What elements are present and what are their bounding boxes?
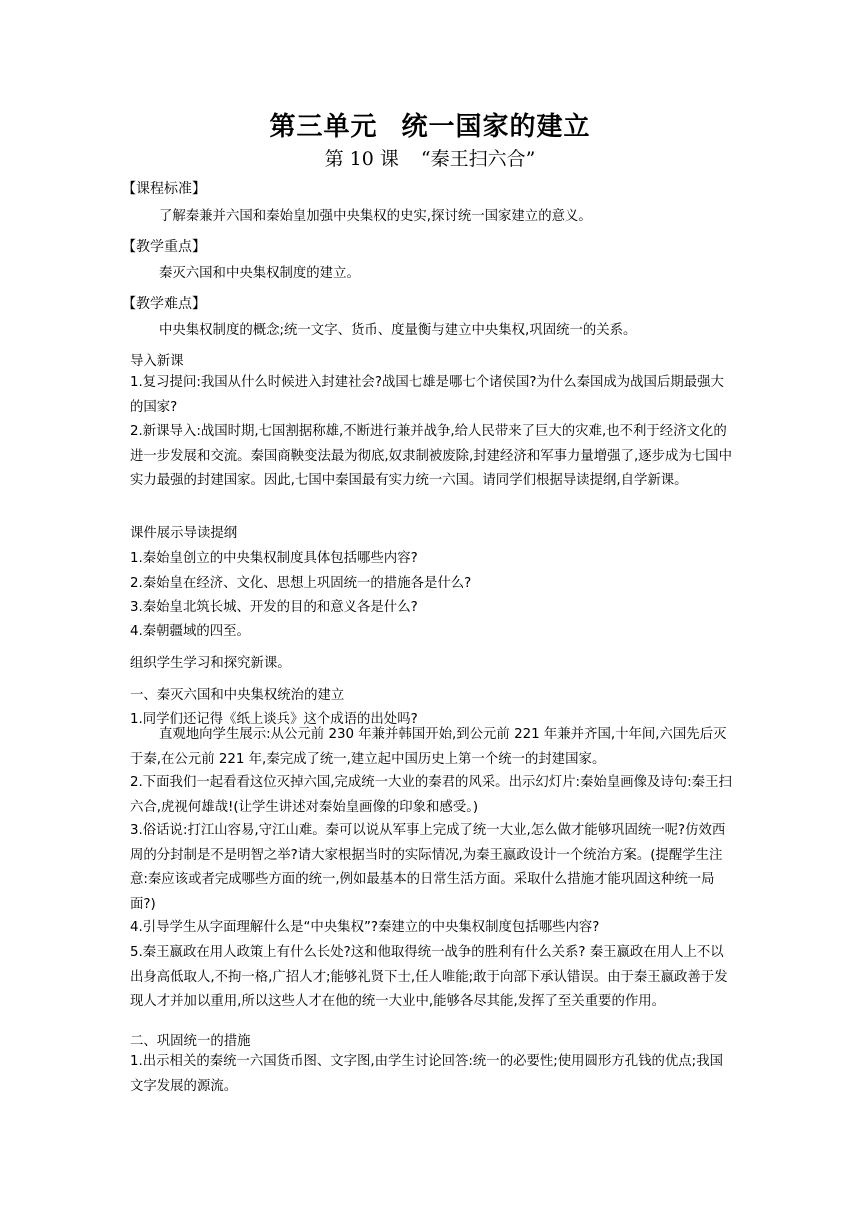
part-one-question-1: 1.同学们还记得《纸上谈兵》这个成语的出处吗? (130, 712, 418, 727)
lesson-number: 第 10 课 (324, 148, 399, 170)
part-one-question-2: 2.下面我们一起看看这位灭掉六国,完成统一大业的秦君的风采。出示幻灯片:秦始皇画像及诗句:秦王扫六合,虎视何雄哉!(让学生讲述对秦始皇画像的印象和感受。) (130, 775, 732, 815)
part-two-heading: 二、巩固统一的措施 (130, 1034, 251, 1049)
intro-paragraph-2: 2.新课导入:战国时期,七国割据称雄,不断进行兼并战争,给人民带来了巨大的灾难,也不利于经济文化的进一步发展和交流。秦国商鞅变法最为彻底,奴隶制被废除,封建经济和军事力量增强了,逐步成为七国中实力最强的封建国家。因此,七国中秦国最有实力统一六国。请同学们根据导读提纲,自学新课。 (130, 424, 732, 488)
intro-paragraph-1: 1.复习提问:我国从什么时候进入封建社会?战国七雄是哪七个诸侯国?为什么秦国成为战国后期最强大的国家? (130, 375, 724, 415)
unit-title (0, 106, 860, 143)
difficult-points-text: 中央集权制度的概念;统一文字、货币、度量衡与建立中央集权,巩固统一的关系。 (159, 323, 637, 338)
organize-text: 组织学生学习和探究新课。 (130, 656, 291, 671)
key-points-text: 秦灭六国和中央集权制度的建立。 (159, 266, 360, 281)
lesson-title (0, 144, 860, 171)
key-points-heading: 【教学重点】 (122, 239, 206, 255)
unit-name: 统一国家的建立 (401, 112, 591, 142)
part-one-question-3: 3.俗话说:打江山容易,守江山难。秦可以说从军事上完成了统一大业,怎么做才能够巩固统一呢?仿效西周的分封制是不是明智之举?请大家根据当时的实际情况,为秦王嬴政设计一个统治方案。(提醒学生注意:秦应该或者完成哪些方面的统一,例如最基本的日常生活方面。采取什么措施才能巩固这种统一局面?) (130, 823, 726, 912)
part-one-question-4: 4.引导学生从字面理解什么是“中央集权”?秦建立的中央集权制度包括哪些内容? (130, 920, 600, 935)
lesson-name: “秦王扫六合” (420, 148, 536, 170)
outline-item: 2.秦始皇在经济、文化、思想上巩固统一的措施各是什么? (130, 576, 472, 591)
part-one-question-1-text: 直观地向学生展示:从公元前 230 年兼并韩国开始,到公元前 221 年兼并齐国,十年间,六国先后灭于秦,在公元前 221 年,秦完成了统一,建立起中国历史上第一个统一的封建国家。 (130, 727, 727, 767)
outline-heading: 课件展示导读提纲 (130, 526, 238, 541)
intro-heading: 导入新课 (130, 354, 184, 369)
part-one-heading: 一、秦灭六国和中央集权统治的建立 (130, 688, 345, 703)
outline-item: 1.秦始皇创立的中央集权制度具体包括哪些内容? (130, 551, 418, 566)
part-two-paragraph-1: 1.出示相关的秦统一六国货币图、文字图,由学生讨论回答:统一的必要性;使用圆形方孔钱的优点;我国文字发展的源流。 (130, 1054, 723, 1094)
course-standard-heading: 【课程标准】 (122, 181, 206, 197)
part-one-question-5: 5.秦王嬴政在用人政策上有什么长处?这和他取得统一战争的胜利有什么关系? 秦王嬴政在用人上不以出身高低取人,不拘一格,广招人才;能够礼贤下士,任人唯能;敢于向部下承认错误。由于秦王嬴政善于发现人才并加以重用,所以这些人才在他的统一大业中,能够各尽其能,发挥了至关重要的作用。 (130, 945, 728, 1009)
outline-item: 3.秦始皇北筑长城、开发的目的和意义各是什么? (130, 600, 418, 615)
unit-number: 第三单元 (269, 112, 378, 142)
course-standard-text: 了解秦兼并六国和秦始皇加强中央集权的史实,探讨统一国家建立的意义。 (159, 209, 592, 224)
outline-item: 4.秦朝疆域的四至。 (130, 624, 250, 639)
difficult-points-heading: 【教学难点】 (122, 296, 206, 312)
